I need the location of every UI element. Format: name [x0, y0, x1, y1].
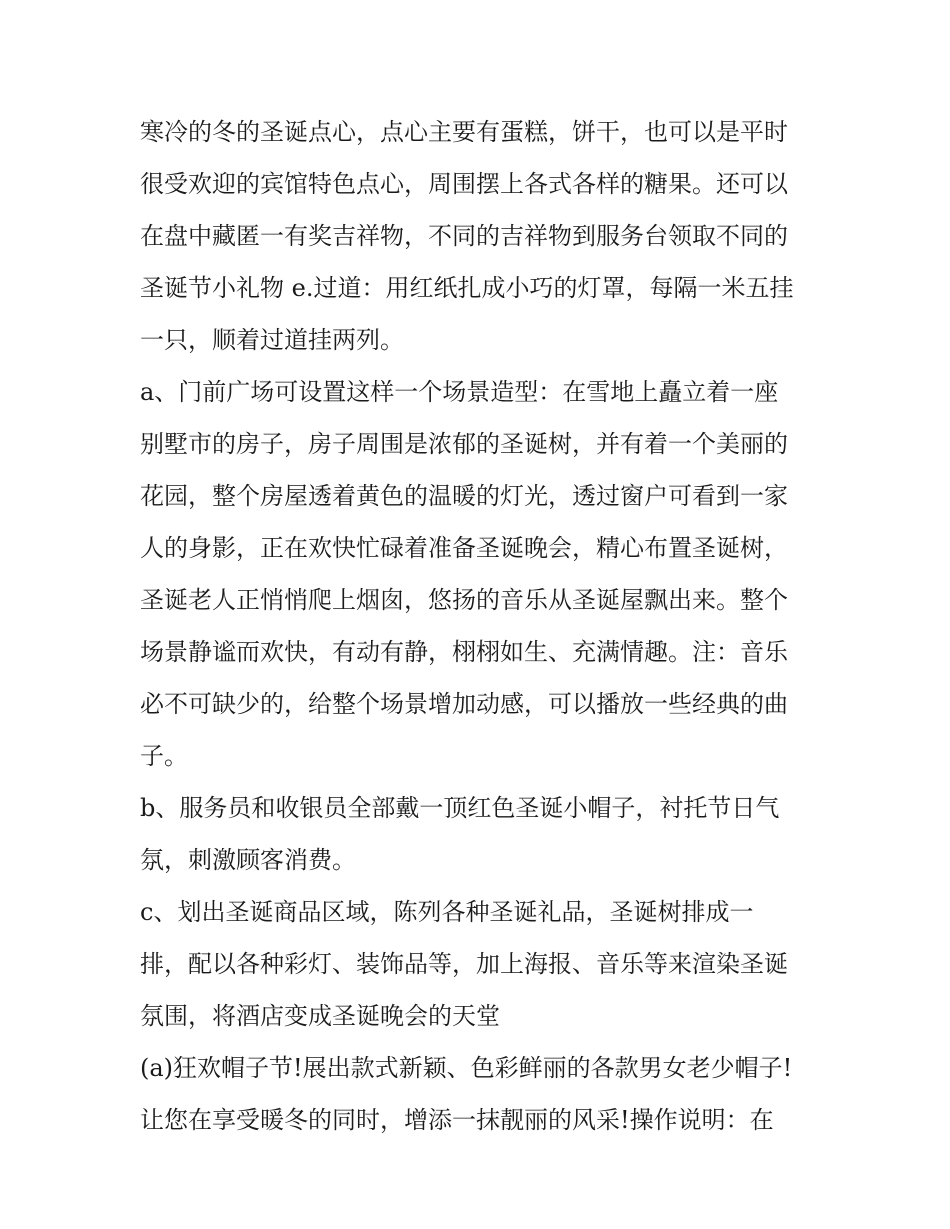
- text-line: 让您在享受暖冬的同时，增添一抹靓丽的风采!操作说明：在: [140, 1106, 774, 1134]
- text-line: a、门前广场可设置这样一个场景造型：在雪地上矗立着一座: [140, 378, 779, 406]
- text-line: 氛围，将酒店变成圣诞晚会的天堂: [140, 1002, 500, 1030]
- text-line: 花园，整个房屋透着黄色的温暖的灯光，透过窗户可看到一家: [140, 482, 788, 510]
- text-line: 别墅市的房子，房子周围是浓郁的圣诞树，并有着一个美丽的: [140, 430, 788, 458]
- text-line: 氛，刺激顾客消费。: [140, 846, 356, 874]
- text-line: 寒冷的冬的圣诞点心，点心主要有蛋糕，饼干，也可以是平时: [140, 118, 788, 146]
- text-line: c、划出圣诞商品区域，陈列各种圣诞礼品，圣诞树排成一: [140, 898, 754, 926]
- text-line: 很受欢迎的宾馆特色点心，周围摆上各式各样的糖果。还可以: [140, 170, 788, 198]
- text-line: 必不可缺少的，给整个场景增加动感，可以播放一些经典的曲: [140, 690, 788, 718]
- text-line: 圣诞节小礼物 e.过道：用红纸扎成小巧的灯罩，每隔一米五挂: [140, 274, 794, 302]
- document-body: [140, 106, 820, 1146]
- text-line: 排，配以各种彩灯、装饰品等，加上海报、音乐等来渲染圣诞: [140, 950, 788, 978]
- text-line: 圣诞老人正悄悄爬上烟囱，悠扬的音乐从圣诞屋飘出来。整个: [140, 586, 788, 614]
- text-line: 人的身影，正在欢快忙碌着准备圣诞晚会，精心布置圣诞树，: [140, 534, 788, 562]
- text-line: 子。: [140, 742, 188, 770]
- text-line: b、服务员和收银员全部戴一顶红色圣诞小帽子，衬托节日气: [140, 794, 780, 822]
- text-line: 一只，顺着过道挂两列。: [140, 326, 404, 354]
- text-line: (a)狂欢帽子节!展出款式新颖、色彩鲜丽的各款男女老少帽子!: [140, 1054, 793, 1082]
- text-line: 场景静谧而欢快，有动有静，栩栩如生、充满情趣。注：音乐: [140, 638, 788, 666]
- text-line: 在盘中藏匿一有奖吉祥物，不同的吉祥物到服务台领取不同的: [140, 222, 788, 250]
